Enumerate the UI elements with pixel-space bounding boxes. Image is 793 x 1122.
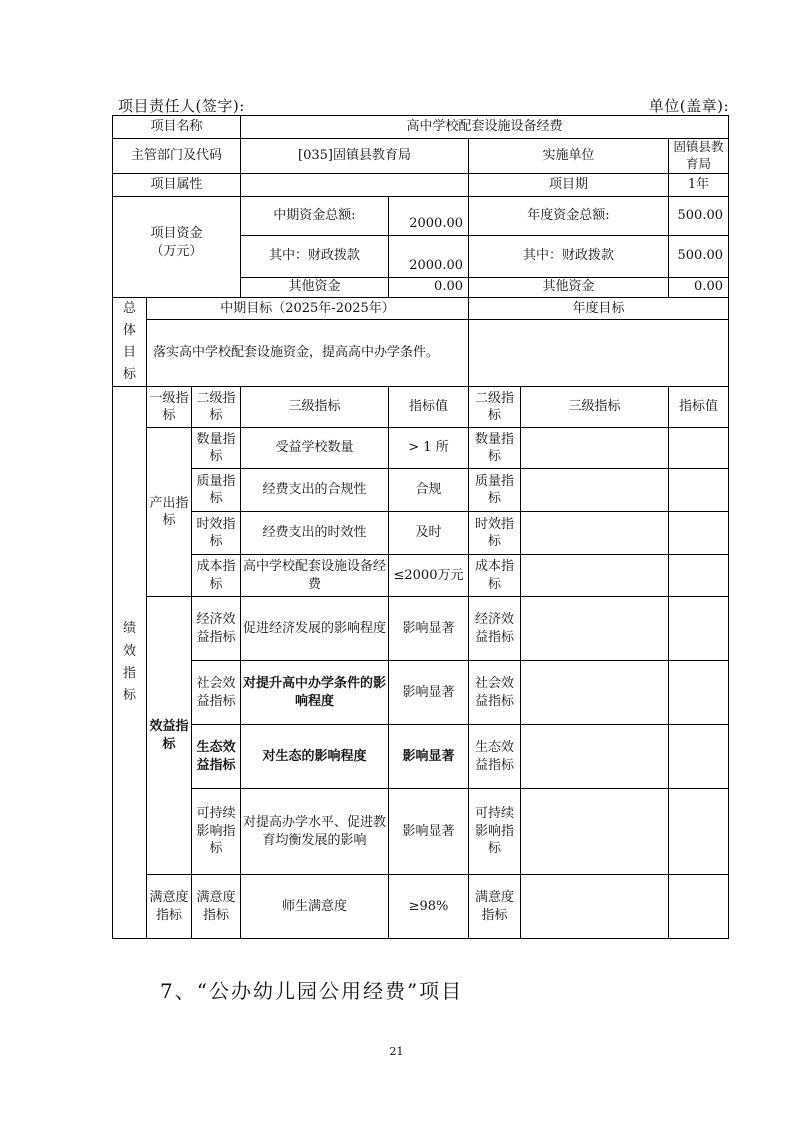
level3-cell: 对提高办学水平、促进教育均衡发展的影响 [241,789,389,875]
level3-cell: 师生满意度 [241,875,389,939]
perf-header-row [113,387,729,428]
annual-level2-cell: 数量指标 [469,428,521,469]
annual-value-cell [669,875,729,939]
mid-total-label: 中期资金总额: [241,196,389,235]
responsible-signature-label: 项目责任人(签字): [118,97,245,115]
annual-total-value: 500.00 [669,196,729,235]
annual-value-cell [669,512,729,555]
annual-level3-cell [521,789,669,875]
overall-goal-label: 总 体 目 标 [113,297,147,386]
table-row [113,725,729,789]
level3-cell: 对生态的影响程度 [241,725,389,789]
project-name-value: 高中学校配套设施设备经费 [241,116,729,139]
annual-level2-cell: 时效指标 [469,512,521,555]
annual-level3-header: 三级指标 [521,387,669,428]
table-row [113,428,729,469]
fund-total-row [113,196,729,235]
annual-value-cell [669,597,729,661]
level2-cell: 时效指标 [192,512,241,555]
value-cell: ≥98% [389,875,469,939]
level2-cell: 满意度指标 [192,875,241,939]
level3-header: 三级指标 [241,387,389,428]
department-value: [035]固镇县教育局 [241,139,469,174]
annual-level3-cell [521,469,669,512]
project-name-label: 项目名称 [113,116,241,139]
annual-level3-cell [521,875,669,939]
annual-level2-cell: 满意度指标 [469,875,521,939]
level2-cell: 数量指标 [192,428,241,469]
implementing-unit-label: 实施单位 [469,139,669,174]
annual-level2-cell: 社会效益指标 [469,661,521,725]
project-name-row [113,116,729,139]
value-cell: > 1 所 [389,428,469,469]
value-cell: 影响显著 [389,725,469,789]
attribute-row [113,173,729,196]
level2-cell: 社会效益指标 [192,661,241,725]
level3-cell: 经费支出的合规性 [241,469,389,512]
annual-value-cell [669,725,729,789]
table-row [113,469,729,512]
value-cell: 影响显著 [389,597,469,661]
annual-value-cell [669,555,729,597]
mid-other-label: 其他资金 [241,277,389,297]
table-row [113,875,729,939]
annual-level2-cell: 可持续影响指标 [469,789,521,875]
department-row [113,139,729,174]
project-funds-label-line2: （万元） [150,243,203,259]
level3-cell: 促进经济发展的影响程度 [241,597,389,661]
annual-goal-header: 年度目标 [469,297,729,319]
value-cell: ≤2000万元 [389,555,469,597]
mid-term-goal-header: 中期目标（2025年-2025年） [147,297,469,319]
table-row [113,789,729,875]
level3-cell: 对提升高中办学条件的影响程度 [241,661,389,725]
project-funds-label-line1: 项目资金 [150,226,203,242]
section-title: 7、“公办幼儿园公用经费”项目 [160,979,464,1003]
project-attribute-value [241,173,469,196]
value-header: 指标值 [389,387,469,428]
annual-fiscal-value: 500.00 [669,235,729,277]
annual-level2-cell: 经济效益指标 [469,597,521,661]
level2-header: 二级指标 [192,387,241,428]
table-row [113,555,729,597]
value-cell: 合规 [389,469,469,512]
implementing-unit-value: 固镇县教育局 [669,139,729,174]
annual-level3-cell [521,725,669,789]
mid-term-goal-text: 落实高中学校配套设施资金，提高高中办学条件。 [147,319,469,386]
annual-level3-cell [521,555,669,597]
level2-cell: 可持续影响指标 [192,789,241,875]
table-row [113,512,729,555]
mid-total-value: 2000.00 [389,196,469,235]
project-period-label: 项目期 [469,173,669,196]
annual-level3-cell [521,661,669,725]
performance-indicator-label: 绩 效 指 标 [113,387,147,939]
output-indicator-label: 产出指标 [147,428,192,597]
level2-cell: 成本指标 [192,555,241,597]
table-row [113,597,729,661]
annual-level2-header: 二级指标 [469,387,521,428]
page-number: 21 [389,1045,404,1058]
mid-fiscal-label: 其中：财政拨款 [241,235,389,277]
annual-value-cell [669,789,729,875]
annual-other-label: 其他资金 [469,277,669,297]
annual-level3-cell [521,597,669,661]
project-funds-label [113,196,241,297]
value-cell: 及时 [389,512,469,555]
satisfaction-indicator-label: 满意度指标 [147,875,192,939]
project-performance-table [112,115,729,939]
level3-cell: 高中学校配套设施设备经费 [241,555,389,597]
goals-content-row [113,319,729,386]
annual-level3-cell [521,512,669,555]
annual-value-header: 指标值 [669,387,729,428]
annual-goal-text [469,319,729,386]
annual-level2-cell: 成本指标 [469,555,521,597]
department-label: 主管部门及代码 [113,139,241,174]
annual-value-cell [669,428,729,469]
level2-cell: 质量指标 [192,469,241,512]
unit-seal-label: 单位(盖章): [648,97,729,115]
annual-level2-cell: 质量指标 [469,469,521,512]
level2-cell: 经济效益指标 [192,597,241,661]
level1-header: 一级指标 [147,387,192,428]
table-row [113,661,729,725]
annual-value-cell [669,469,729,512]
annual-fiscal-label: 其中：财政拨款 [469,235,669,277]
level3-cell: 受益学校数量 [241,428,389,469]
value-cell: 影响显著 [389,661,469,725]
annual-other-value: 0.00 [669,277,729,297]
annual-level3-cell [521,428,669,469]
mid-other-value: 0.00 [389,277,469,297]
benefit-indicator-label: 效益指标 [147,597,192,875]
annual-total-label: 年度资金总额: [469,196,669,235]
annual-level2-cell: 生态效益指标 [469,725,521,789]
project-period-value: 1年 [669,173,729,196]
goals-header-row [113,297,729,319]
project-attribute-label: 项目属性 [113,173,241,196]
level3-cell: 经费支出的时效性 [241,512,389,555]
mid-fiscal-value: 2000.00 [389,235,469,277]
value-cell: 影响显著 [389,789,469,875]
level2-cell: 生态效益指标 [192,725,241,789]
annual-value-cell [669,661,729,725]
